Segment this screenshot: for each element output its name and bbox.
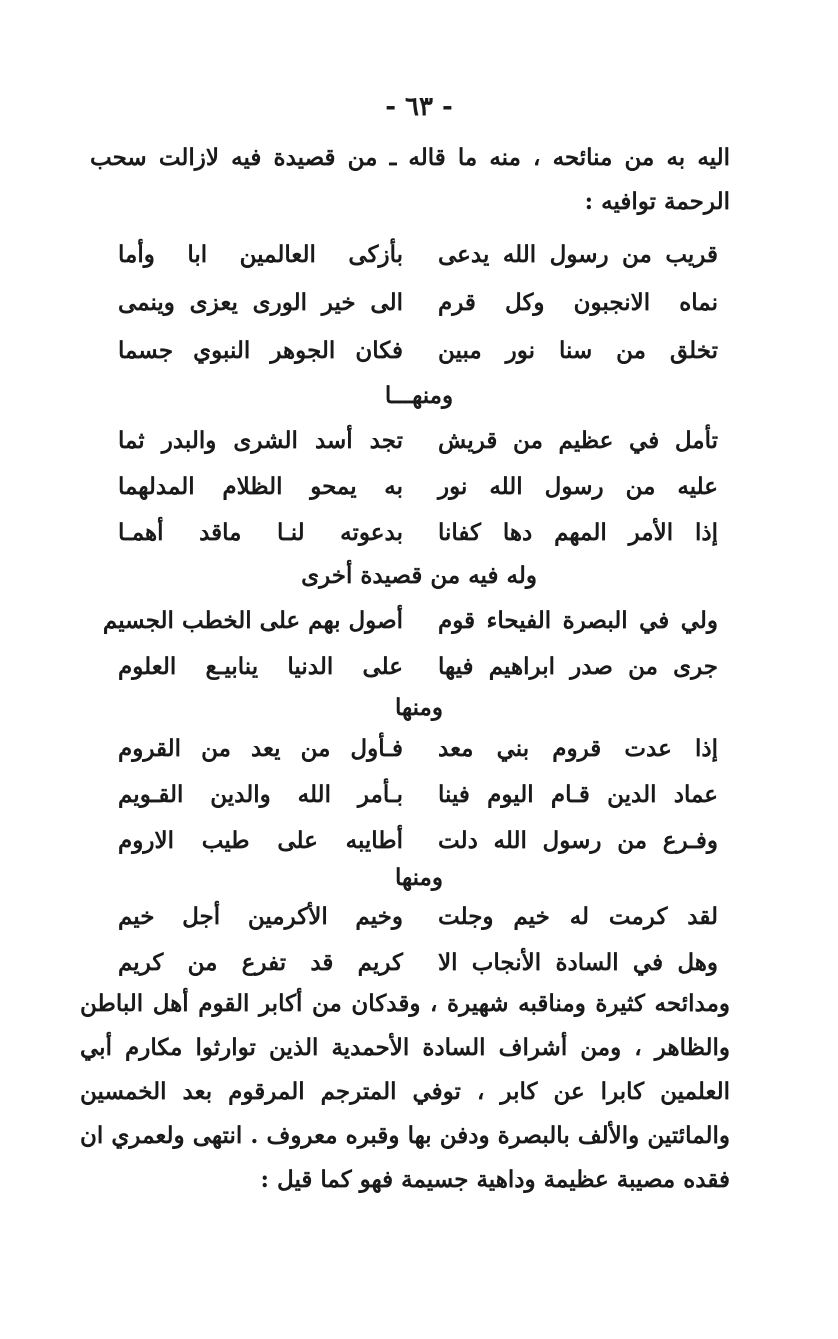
verse-first-hemistich: نماه الانجبون وكل قرم (438, 289, 718, 316)
verse-second-hemistich: به يمحو الظلام المدلهما (118, 473, 403, 500)
verse-first-hemistich: وفـرع من رسول الله دلت (438, 827, 718, 854)
verse-first-hemistich: عماد الدين قـام اليوم فينا (438, 781, 718, 808)
intro-paragraph: اليه به من منائحه ، منه ما قاله ـ من قصيدة فيه لازالت سحب الرحمة توافيه : (90, 144, 730, 215)
verse-line (118, 726, 718, 772)
verse-line (118, 894, 718, 940)
verse-first-hemistich: وهل في السادة الأنجاب الا (438, 949, 718, 976)
verse-second-hemistich: بدعوته لنـا ماقد أهمـا (118, 519, 403, 546)
verse-second-hemistich: أطايبه على طيب الاروم (118, 827, 403, 854)
verse-line (118, 464, 718, 510)
verse-second-hemistich: تجد أسد الشرى والبدر ثما (118, 427, 403, 454)
verse-line (118, 418, 718, 464)
verse-second-hemistich: فكان الجوهر النبوي جسما (118, 337, 403, 364)
verse-first-hemistich: جرى من صدر ابراهيم فيها (438, 653, 718, 680)
verse-first-hemistich: تخلق من سنا نور مبين (438, 337, 718, 364)
verse-first-hemistich: إذا عدت قروم بني معد (438, 735, 718, 762)
verse-first-hemistich: قريب من رسول الله يدعى (438, 241, 718, 268)
verse-first-hemistich: ولي في البصرة الفيحاء قوم (438, 607, 718, 634)
section-heading: وله فيه من قصيدة أخرى (301, 562, 537, 589)
verse-first-hemistich: تأمل في عظيم من قريش (438, 427, 718, 454)
verse-first-hemistich: عليه من رسول الله نور (438, 473, 718, 500)
verse-second-hemistich: على الدنيا ينابيـع العلوم (118, 653, 403, 680)
verse-second-hemistich: الى خير الورى يعزى وينمى (118, 289, 403, 316)
verse-line (118, 232, 718, 278)
verse-first-hemistich: لقد كرمت له خيم وجلت (438, 903, 718, 930)
section-heading: ومنها (395, 694, 443, 721)
verse-line (118, 510, 718, 556)
verse-second-hemistich: بأزكى العالمين ابا وأما (118, 241, 403, 268)
closing-paragraph: ومدائحه كثيرة ومناقبه شهيرة ، وقدكان من أكابر القوم أهل الباطن والظاهر ، ومن أشراف السادة الأحمدية الذين توارثوا مكارم أبي العلمين كابرا عن كابر ، توفي المترجم المرقوم بعد الخمسين والمائتين والألف بالبصرة ودفن بها وقبره معروف . انتهى ولعمري ان فقده مصيبة عظيمة وداهية جسيمة فهو كما قيل : (80, 990, 730, 1193)
verse-second-hemistich: فـأول من يعد من القروم (118, 735, 403, 762)
section-heading: ومنهـــا (384, 382, 454, 409)
page-number: - ٦٣ - (385, 92, 453, 122)
verse-line (118, 644, 718, 690)
section-heading: ومنها (395, 864, 443, 891)
verse-first-hemistich: إذا الأمر المهم دها كفانا (438, 519, 718, 546)
verse-second-hemistich: وخيم الأكرمين أجل خيم (118, 903, 403, 930)
verse-line (118, 940, 718, 986)
verse-second-hemistich: بـأمر الله والدين القـويم (118, 781, 403, 808)
verse-second-hemistich: أصول بهم على الخطب الجسيم (102, 607, 403, 634)
verse-line (118, 280, 718, 326)
verse-line (118, 772, 718, 818)
verse-line (102, 598, 718, 644)
verse-second-hemistich: كريم قد تفرع من كريم (118, 949, 403, 976)
verse-line (118, 328, 718, 374)
